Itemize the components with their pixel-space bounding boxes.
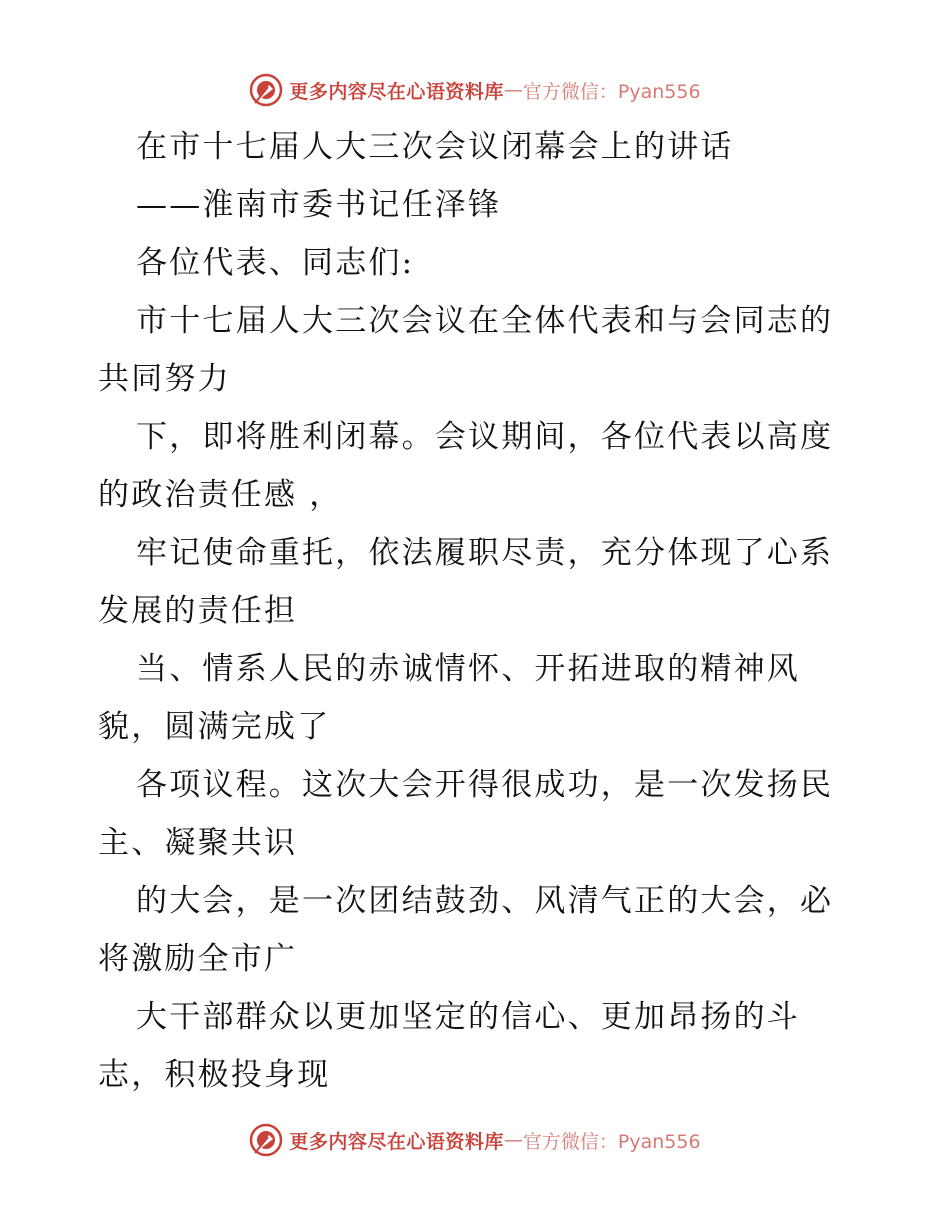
document-line: 主、凝聚共识 xyxy=(98,825,298,861)
document-line: 市十七届人大三次会议在全体代表和与会同志的 xyxy=(136,303,834,339)
document-line: 貌，圆满完成了 xyxy=(98,709,331,745)
document-body xyxy=(98,118,858,1104)
document-line: 共同努力 xyxy=(98,361,231,397)
document-line: 志，积极投身现 xyxy=(98,1057,331,1093)
document-line: 发展的责任担 xyxy=(98,593,298,629)
document-salutation: 各位代表、同志们: xyxy=(136,245,415,281)
header-separator: — xyxy=(503,79,523,101)
document-line: 下，即将胜利闭幕。会议期间，各位代表以高度 xyxy=(136,419,834,455)
footer-banner xyxy=(0,1120,950,1160)
footer-contact-text: 官方微信：Pyan556 xyxy=(522,1130,701,1153)
document-line: 将激励全市广 xyxy=(98,941,298,977)
document-line: 牢记使命重托，依法履职尽责，充分体现了心系 xyxy=(136,535,834,571)
footer-separator: — xyxy=(503,1129,523,1151)
footer-brand-text: 更多内容尽在心语资料库 xyxy=(289,1130,504,1153)
document-line: 当、情系人民的赤诚情怀、开拓进取的精神风 xyxy=(136,651,800,687)
pen-nib-logo-icon xyxy=(249,1123,283,1157)
header-contact-text: 官方微信：Pyan556 xyxy=(522,80,701,103)
document-line: 的大会，是一次团结鼓劲、风清气正的大会，必 xyxy=(136,883,834,919)
header-banner xyxy=(0,70,950,110)
document-line: 各项议程。这次大会开得很成功，是一次发扬民 xyxy=(136,767,834,803)
document-line: 大干部群众以更加坚定的信心、更加昂扬的斗 xyxy=(136,999,800,1035)
document-subtitle: ——淮南市委书记任泽锋 xyxy=(136,187,502,223)
header-brand-text: 更多内容尽在心语资料库 xyxy=(289,80,504,103)
pen-nib-logo-icon xyxy=(249,73,283,107)
document-line: 的政治责任感 ， xyxy=(98,477,343,513)
document-title: 在市十七届人大三次会议闭幕会上的讲话 xyxy=(136,129,734,165)
